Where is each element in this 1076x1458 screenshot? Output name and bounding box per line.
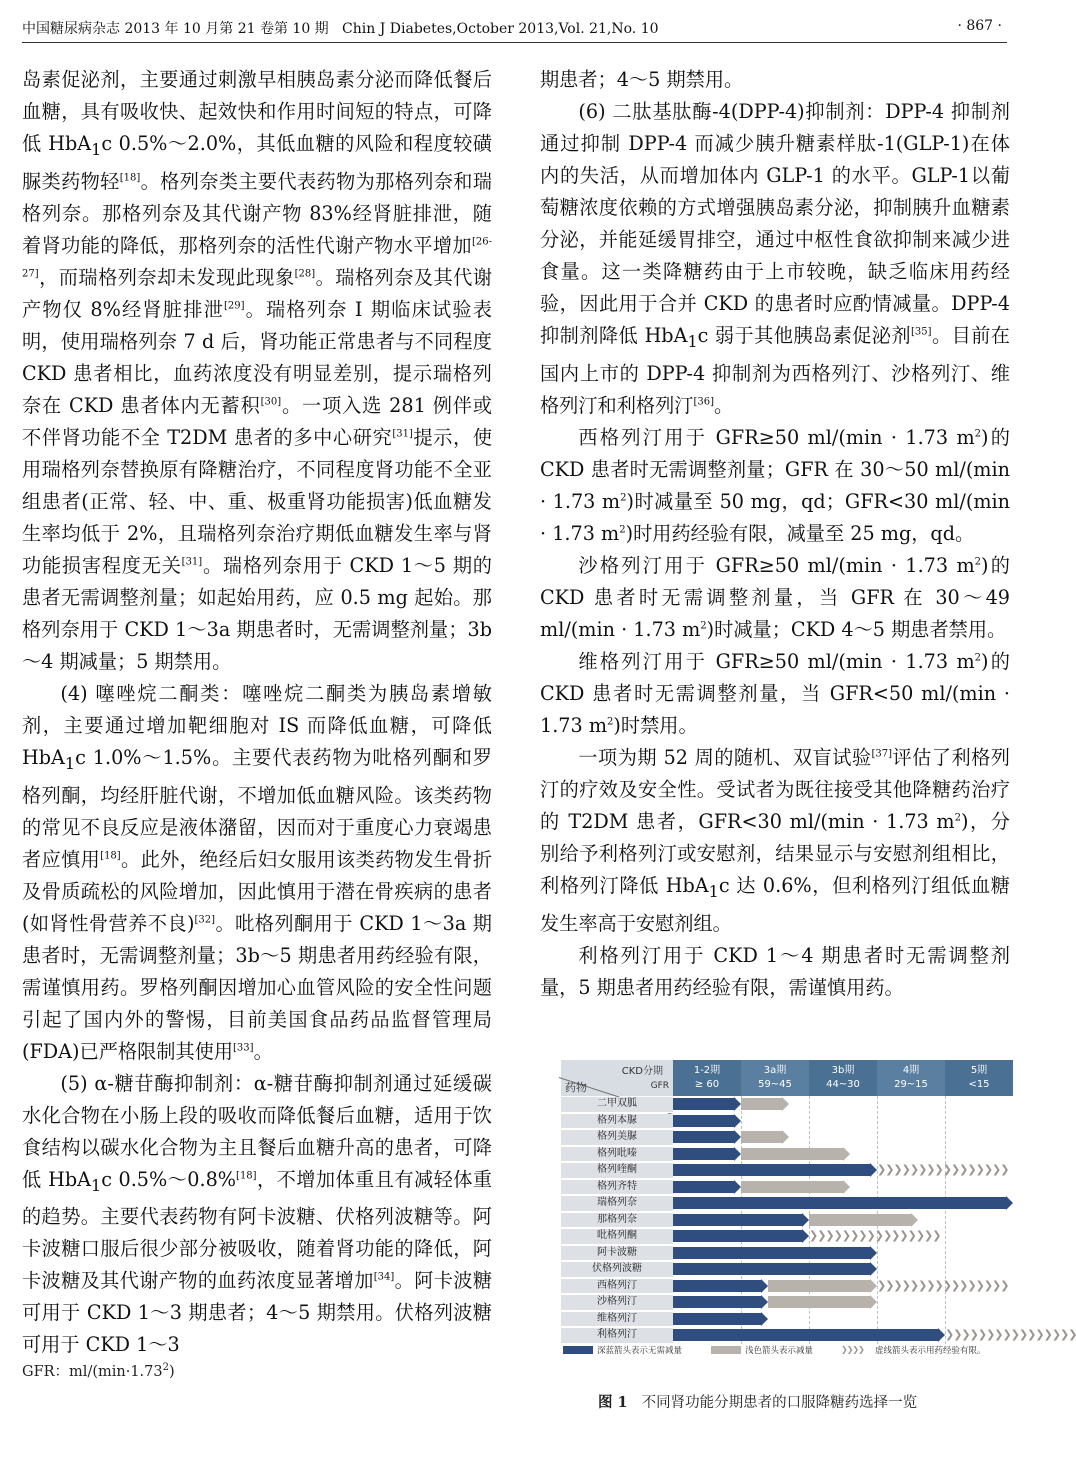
no-reduction-arrow-head — [761, 1312, 768, 1326]
no-reduction-arrow — [673, 1115, 734, 1127]
drug-label: 伏格列波糖 — [561, 1262, 673, 1278]
citation[interactable]: [28] — [294, 268, 316, 280]
paragraph-continued: 期患者；4～5 期禁用。 — [540, 68, 744, 91]
citation[interactable]: [18] — [236, 1170, 257, 1182]
no-reduction-arrow — [673, 1131, 734, 1143]
no-reduction-arrow-head — [734, 1147, 741, 1161]
reduction-arrow — [809, 1214, 911, 1226]
reduction-arrow — [741, 1148, 843, 1160]
journal-cn: 中国糖尿病杂志 2013 年 10 月第 21 卷第 10 期 — [22, 21, 329, 37]
paragraph-sitagliptin: 西格列汀用于 GFR≥50 ml/(min · 1.73 $m^2$)的 CKD 患者时无需调整剂量；GFR 在 30～50 ml/(min · 1.73 $m^2$)时减量至 50 mg，qd；GFR<30 ml/(min · 1.73 $m^2$)时用药经验有限，减量至 25 mg，qd。 — [540, 425, 1011, 545]
reduction-arrow-head — [782, 1130, 789, 1144]
drug-label: 吡格列酮 — [561, 1229, 673, 1245]
journal-en: Chin J Diabetes,October 2013,Vol. 21,No. 10 — [342, 21, 659, 37]
no-reduction-arrow-head — [870, 1163, 877, 1177]
drug-row — [561, 1147, 1013, 1163]
drug-selection-figure — [561, 1060, 1076, 1356]
stage-name: 3b期 — [831, 1065, 855, 1076]
drug-label: 瑞格列奈 — [561, 1196, 673, 1212]
citation[interactable]: [29] — [223, 300, 245, 312]
no-reduction-arrow-head — [802, 1213, 809, 1227]
paragraph-tzd: (4) 噻唑烷二酮类：噻唑烷二酮类为胰岛素增敏剂，主要通过增加靶细胞对 IS 而降低血糖，可降低 HbA$_1$c 1.0%～1.5%。主要代表药物为吡格列酮和罗格列酮，均经肝脏代谢，不增加低血糖风险。该类药物的常见不良反应是液体潴留，因而对于重度心力衰竭患者应慎用[18]。此外，绝经后妇女服用该类药物发生骨折及骨质疏松的风险增加，因此慎用于潜在骨疾病的患者(如肾性骨营养不良)[32]。吡格列酮用于 CKD 1～3a 期患者时，无需调整剂量；3b～5 期患者用药经验有限，需谨慎用药。罗格列酮因增加心血管风险的安全性问题引起了国内外的警惕，目前美国食品药品监督管理局(FDA)已严格限制其使用[33]。 — [22, 681, 493, 1063]
no-reduction-arrow — [673, 1181, 734, 1193]
figure-corner — [561, 1060, 673, 1096]
no-reduction-arrow — [673, 1230, 802, 1242]
stage-gfr: <15 — [968, 1079, 990, 1090]
left-column — [22, 64, 492, 1361]
reduction-arrow — [741, 1098, 782, 1110]
gfr-unit-note: GFR：$ml/(\min\cdot 1.73^2)$ — [22, 1362, 175, 1380]
caption-label: 图 1 — [598, 1394, 628, 1411]
figure-legend — [561, 1344, 1013, 1358]
caption-text: 不同肾功能分期患者的口服降糖药选择一览 — [641, 1395, 918, 1411]
limited-experience-arrow: ❯❯❯❯❯❯❯❯❯❯❯❯❯❯❯❯ — [877, 1278, 1009, 1292]
no-reduction-arrow-head — [734, 1130, 741, 1144]
paragraph-agi: (5) α-糖苷酶抑制剂：α-糖苷酶抑制剂通过延缓碳水化合物在小肠上段的吸收而降低餐后血糖，适用于饮食结构以碳水化合物为主且餐后血糖升高的患者，可降低 HbA$_1$c 0.5%～0.8%[18]，不增加体重且有减轻体重的趋势。主要代表药物有阿卡波糖、伏格列波糖等。阿卡波糖口服后很少部分被吸收，随着肾功能的降低，阿卡波糖及其代谢产物的血药浓度显著增加[34]。阿卡波糖可用于 CKD 1～3 期患者；4～5 期禁用。伏格列波糖可用于 CKD 1～3 — [22, 1071, 493, 1357]
stage-gfr: ≥ 60 — [694, 1079, 720, 1090]
legend-dark-text: 深蓝箭头表示无需减量 — [597, 1346, 683, 1356]
drug-row — [561, 1279, 1013, 1295]
running-header — [22, 14, 1010, 40]
paragraph-vildagliptin: 维格列汀用于 GFR≥50 ml/(min · 1.73 $m^2$)的 CKD 患者时无需调整剂量，当 GFR<50 ml/(min · 1.73 $m^2$)时禁用。 — [540, 649, 1010, 737]
no-reduction-arrow-head — [870, 1246, 877, 1260]
corner-ckd-label: CKD分期 — [621, 1066, 663, 1077]
drug-label: 维格列汀 — [561, 1312, 673, 1328]
drug-row — [561, 1180, 1013, 1196]
legend-dots-text: 虚线箭头表示用药经验有限。 — [875, 1346, 986, 1356]
no-reduction-arrow-head — [761, 1279, 768, 1293]
reduction-arrow — [741, 1181, 843, 1193]
reduction-arrow — [741, 1131, 782, 1143]
figure-caption — [598, 1391, 917, 1412]
citation[interactable]: [33] — [233, 1042, 254, 1054]
paragraph-dpp4: (6) 二肽基肽酶-4(DPP-4)抑制剂：DPP-4 抑制剂通过抑制 DPP-4 而减少胰升糖素样肽-1(GLP-1)在体内的失活，从而增加体内 GLP-1 的水平。GLP-1以葡萄糖浓度依赖的方式增强胰岛素分泌，抑制胰升血糖素分泌，并能延缓胃排空，通过中枢性食欲抑制来减少进食量。这一类降糖药由于上市较晚，缺乏临床用药经验，因此用于合并 CKD 的患者时应酌情减量。DPP-4 抑制剂降低 HbA$_1$c 弱于其他胰岛素促泌剂[35]。目前在国内上市的 DPP-4 抑制剂为西格列汀、沙格列汀、维格列汀和利格列汀[36]。 — [540, 100, 1010, 417]
page-number: · 867 · — [957, 18, 1002, 34]
no-reduction-arrow-head — [761, 1295, 768, 1309]
legend-light-swatch — [711, 1346, 741, 1354]
stage-name: 3a期 — [763, 1065, 787, 1076]
paragraph-glinide: 岛素促泌剂，主要通过刺激早相胰岛素分泌而降低餐后血糖，具有吸收快、起效快和作用时间短的特点，可降低 HbA$_1$c 0.5%～2.0%，其低血糖的风险和程度较磺脲类药物轻[18]。格列奈类主要代表药物为那格列奈和瑞格列奈。那格列奈及其代谢产物 83%经肾脏排泄，随着肾功能的降低，那格列奈的活性代谢产物水平增加[26-27]，而瑞格列奈却未发现此现象[28]。瑞格列奈及其代谢产物仅 8%经肾脏排泄[29]。瑞格列奈 Ⅰ 期临床试验表明，使用瑞格列奈 7 d 后，肾功能正常患者与不同程度 CKD 患者相比，血药浓度没有明显差别，提示瑞格列奈在 CKD 患者体内无蓄积[30]。一项入选 281 例伴或不伴肾功能不全 T2DM 患者的多中心研究[31]提示，使用瑞格列奈替换原有降糖治疗，不同程度肾功能不全亚组患者(正常、轻、中、重、极重肾功能损害)低血糖发生率均低于 2%，且瑞格列奈治疗期低血糖发生率与肾功能损害程度无关[31]。瑞格列奈用于 CKD 1～5 期的患者无需调整剂量；如起始用药，应 0.5 mg 起始。那格列奈用于 CKD 1～3a 期患者时，无需调整剂量；3b～4 期减量；5 期禁用。 — [22, 68, 493, 673]
reduction-arrow — [768, 1280, 870, 1292]
limited-experience-arrow: ❯❯❯❯❯❯❯❯❯❯❯❯❯❯❯❯ — [877, 1163, 1009, 1176]
citation[interactable]: [18] — [119, 172, 141, 184]
drug-label: 利格列汀 — [561, 1328, 673, 1344]
drug-label: 西格列汀 — [561, 1279, 673, 1295]
no-reduction-arrow-head — [734, 1097, 741, 1111]
drug-row — [561, 1163, 1013, 1179]
reduction-arrow-head — [843, 1180, 850, 1194]
stage-header — [673, 1060, 741, 1096]
reduction-arrow-head — [911, 1213, 918, 1227]
stage-header — [741, 1060, 809, 1096]
corner-drug-label: 药物 — [565, 1081, 587, 1094]
no-reduction-arrow — [673, 1214, 802, 1226]
legend-dots-swatch: ❯❯❯❯ — [841, 1345, 864, 1354]
drug-row — [561, 1130, 1013, 1146]
stage-name: 4期 — [902, 1065, 920, 1076]
citation[interactable]: [34] — [373, 1272, 395, 1284]
stage-header — [945, 1060, 1013, 1096]
drug-row — [561, 1213, 1013, 1229]
citation[interactable]: [18] — [100, 850, 121, 862]
corner-gfr-label: GFR — [650, 1081, 669, 1091]
citation[interactable]: [37] — [871, 748, 893, 760]
stage-gfr: 59~45 — [758, 1079, 792, 1090]
no-reduction-arrow-head — [870, 1262, 877, 1276]
no-reduction-arrow — [673, 1164, 870, 1176]
no-reduction-arrow-head — [802, 1229, 809, 1243]
paragraph-saxagliptin: 沙格列汀用于 GFR≥50 ml/(min · 1.73 $m^2$)的 CKD 患者时无需调整剂量，当 GFR 在 30～49 ml/(min · 1.73 $m^2$)时减量；CKD 4～5 期患者禁用。 — [540, 553, 1010, 641]
stage-name: 1-2期 — [693, 1065, 721, 1076]
drug-row — [561, 1262, 1013, 1278]
stage-gfr: 44~30 — [826, 1079, 860, 1090]
no-reduction-arrow — [673, 1329, 938, 1341]
drug-row — [561, 1114, 1013, 1130]
citation[interactable]: [31] — [181, 556, 203, 568]
no-reduction-arrow-head — [734, 1180, 741, 1194]
reduction-arrow-head — [870, 1295, 877, 1309]
no-reduction-arrow-head — [1006, 1196, 1013, 1210]
drug-label: 格列本脲 — [561, 1114, 673, 1130]
no-reduction-arrow — [673, 1247, 870, 1259]
stage-name: 5期 — [970, 1065, 988, 1076]
no-reduction-arrow-head — [734, 1114, 741, 1128]
citation[interactable]: [26-27] — [22, 236, 492, 280]
drug-label: 那格列奈 — [561, 1213, 673, 1229]
drug-row — [561, 1097, 1013, 1113]
reduction-arrow — [768, 1296, 870, 1308]
paragraph-linagliptin-trial: 一项为期 52 周的随机、双盲试验[37]评估了利格列汀的疗效及安全性。受试者为既往接受其他降糖药治疗的 T2DM 患者，GFR<30 ml/(min · 1.73 $m^2$)，分别给予利格列汀或安慰剂，结果显示与安慰剂组相比，利格列汀降低 HbA$_1$c 达 0.6%，但利格列汀组低血糖发生率高于安慰剂组。 — [540, 745, 1010, 935]
citation[interactable]: [30] — [260, 396, 282, 408]
stage-header — [877, 1060, 945, 1096]
no-reduction-arrow — [673, 1280, 761, 1292]
legend-light-text: 浅色箭头表示减量 — [745, 1346, 814, 1356]
no-reduction-arrow — [673, 1296, 761, 1308]
legend-dark-swatch — [563, 1346, 593, 1354]
citation[interactable]: [35] — [911, 326, 932, 338]
no-reduction-arrow — [673, 1263, 870, 1275]
no-reduction-arrow — [673, 1313, 761, 1325]
stage-gfr: 29~15 — [894, 1079, 928, 1090]
citation[interactable]: [32] — [194, 914, 215, 926]
drug-row — [561, 1312, 1013, 1328]
drug-label: 阿卡波糖 — [561, 1246, 673, 1262]
drug-label: 二甲双胍 — [561, 1097, 673, 1113]
drug-label: 格列美脲 — [561, 1130, 673, 1146]
drug-label: 格列喹酮 — [561, 1163, 673, 1179]
limited-experience-arrow: ❯❯❯❯❯❯❯❯❯❯❯❯❯❯❯❯ — [809, 1229, 941, 1242]
drug-row — [561, 1229, 1013, 1245]
no-reduction-arrow — [673, 1098, 734, 1110]
citation[interactable]: [36] — [693, 396, 715, 408]
paragraph-linagliptin: 利格列汀用于 CKD 1～4 期患者时无需调整剂量，5 期患者用药经验有限，需谨慎用药。 — [540, 943, 1010, 999]
drug-row — [561, 1295, 1013, 1311]
no-reduction-arrow — [673, 1148, 734, 1160]
no-reduction-arrow-head — [938, 1328, 945, 1342]
drug-row — [561, 1196, 1013, 1212]
limited-experience-arrow: ❯❯❯❯❯❯❯❯❯❯❯❯❯❯❯❯ — [945, 1328, 1076, 1341]
drug-label: 格列齐特 — [561, 1180, 673, 1196]
no-reduction-arrow — [673, 1197, 1006, 1209]
citation[interactable]: [31] — [392, 428, 413, 440]
drug-label: 格列吡嗪 — [561, 1147, 673, 1163]
reduction-arrow-head — [843, 1147, 850, 1161]
drug-label: 沙格列汀 — [561, 1295, 673, 1311]
drug-row — [561, 1328, 1076, 1344]
header-rule — [22, 42, 1007, 43]
drug-row — [561, 1246, 1013, 1262]
stage-header — [809, 1060, 877, 1096]
reduction-arrow-head — [870, 1279, 877, 1293]
reduction-arrow-head — [782, 1097, 789, 1111]
right-column — [540, 64, 1010, 1004]
